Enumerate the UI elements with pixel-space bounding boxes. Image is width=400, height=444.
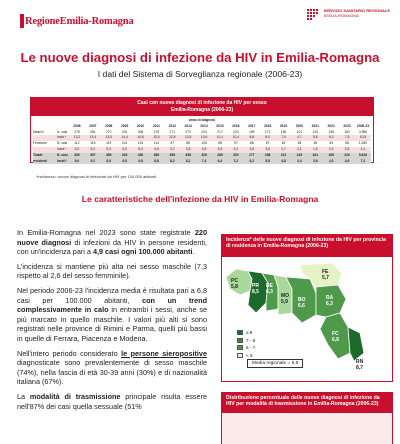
table-cell: 7,4	[201, 158, 207, 163]
table-cell: 2006	[73, 123, 81, 128]
table-cell: 2013	[184, 123, 192, 128]
legend-item	[237, 344, 255, 352]
table-cell: 217	[217, 129, 223, 134]
table-cell: 9,8	[138, 158, 143, 163]
ssr-logo	[306, 8, 390, 22]
table-cell: 10,4	[232, 135, 240, 140]
table-cell: 270	[185, 129, 191, 134]
table-cell: 3.986	[358, 129, 368, 134]
label-fe-code: FE	[322, 269, 329, 275]
cases-table-title: Casi con nuova diagnosi di infezione da HIV per sesso	[137, 100, 267, 106]
page-header	[0, 0, 400, 40]
regione-logo	[20, 14, 133, 28]
table-cell: 4,5	[201, 146, 207, 151]
table-cell: 278	[74, 129, 80, 134]
legend-item	[237, 329, 255, 337]
table-cell: 5,3	[106, 146, 112, 151]
table-cell: 2014	[200, 123, 208, 128]
cases-table-subtitle: Emilia-Romagna (2006-23)	[170, 106, 234, 113]
page-title: Le nuove diagnosi di infezione da HIV in Emilia-Romagna	[20, 50, 380, 65]
ssr-emblem-icon	[306, 8, 320, 22]
paragraph-2: L'incidenza si mantiene più alta nei sesso maschile (7,3 rispetto al 2,6 del sesso femminile).	[17, 261, 207, 281]
table-cell: 4,3	[328, 158, 334, 163]
legend-item	[237, 337, 255, 345]
row-metric: Incid.*	[57, 158, 67, 163]
legend-swatch	[237, 330, 243, 335]
table-cell: 285	[217, 152, 223, 157]
table-cell: 281	[90, 129, 96, 134]
ssr-line2: EMILIA-ROMAGNA	[323, 13, 359, 18]
table-cell: 4,8	[281, 158, 286, 163]
table-cell: 53	[329, 141, 334, 146]
label-pr-value: 8,5	[252, 289, 259, 295]
table-cell: 101	[296, 129, 303, 134]
table-cell: 2021	[311, 123, 319, 128]
row-group	[33, 159, 57, 165]
label-pc-value: 5,8	[231, 284, 238, 290]
table-cell: 12,8	[169, 135, 176, 140]
label-mo-value: 5,9	[281, 299, 288, 305]
table-cell: 87	[265, 141, 270, 146]
table-cell: 2,1	[297, 146, 302, 151]
map-legend	[237, 329, 255, 359]
table-cell: 13,0	[153, 135, 160, 140]
legend-label: 7 - 8	[246, 337, 256, 343]
table-cell: 2,3	[328, 146, 334, 151]
table-cell: 2022	[327, 123, 335, 128]
table-cell: 415	[121, 152, 128, 157]
table-cell: 105	[201, 141, 207, 146]
table-cell: 258	[264, 152, 271, 157]
table-cell: 320	[233, 152, 239, 157]
table-cell: 13,2	[73, 135, 81, 140]
table-cell: 390	[74, 152, 80, 157]
table-cell: 2008	[105, 123, 113, 128]
row-group: Maschi	[33, 129, 44, 134]
table-cell: 2007	[89, 123, 97, 128]
label-fc-value: 6,8	[332, 337, 339, 343]
label-bo-value: 6,6	[298, 303, 305, 309]
table-cell: 189	[328, 152, 334, 157]
province-pc	[226, 269, 252, 295]
table-cell: 9,0	[74, 158, 80, 163]
table-cell: 3,4	[297, 158, 302, 163]
table-cell: 430	[137, 152, 144, 157]
table-cell: 3,7	[169, 146, 175, 151]
label-re-code: RE	[266, 283, 273, 289]
table-cell: 358	[185, 152, 191, 157]
table-cell: 1,6	[313, 146, 318, 151]
table-cell: 4,2	[233, 146, 239, 151]
paragraph-3: Nel periodo 2006-23 l'incidenza media è risultata pari a 6,8 casi per 100.000 abitanti, con un trend complessivamente in calo in entrambi i sessi, anche se più marcato in quello maschile. I valori più alti si sono registrati nelle province di Rimini e Parma, quelli più bassi in quelle di Ferrara, Piacenza e Modena.	[17, 285, 208, 343]
legend-label: ≥ 8	[246, 330, 253, 336]
regione-logo-text: RegioneEmilia-Romagna	[25, 15, 134, 27]
table-cell: 58	[345, 141, 349, 146]
row-group: Femmine	[33, 141, 47, 146]
table-cell: 8,0	[265, 135, 270, 140]
table-cell: 189	[248, 129, 255, 134]
table-cell: 389	[153, 152, 160, 157]
table-cell: 4,9	[154, 146, 159, 151]
table-cell: 2023	[343, 123, 351, 128]
label-re-value: 6,3	[266, 289, 273, 295]
table-cell: 5,0	[74, 146, 80, 151]
table-cell: 389	[105, 152, 112, 157]
table-cell: 212	[280, 152, 287, 157]
cases-table-box	[30, 97, 374, 163]
table-cell: 2006-23	[356, 123, 370, 128]
table-cell: 2012	[168, 123, 176, 128]
table-cell: 114	[153, 141, 160, 146]
table-cell: 2011	[152, 123, 160, 128]
table-cell: 220	[344, 152, 350, 157]
table-cell: 7,2	[233, 158, 239, 163]
table-cell: 9,2	[90, 158, 96, 163]
transmission-body	[222, 413, 392, 444]
legend-swatch	[237, 353, 243, 358]
table-cell: 277	[248, 152, 255, 157]
province-rn	[348, 327, 364, 361]
table-cell: 88	[186, 141, 191, 146]
table-cell: 150	[280, 129, 287, 134]
table-cell: 171	[264, 129, 271, 134]
label-fe-value: 5,7	[322, 275, 329, 281]
table-cell: 13,0	[105, 135, 112, 140]
table-cell: 136	[328, 129, 334, 134]
table-cell: 62	[281, 141, 286, 146]
label-pc-code: PC	[231, 278, 238, 284]
table-cell: 306	[137, 129, 144, 134]
table-cell: 5.616	[358, 152, 368, 157]
table-cell: 6,3	[328, 135, 334, 140]
table-cell: 149	[296, 152, 303, 157]
row-metric: N. casi	[57, 152, 68, 157]
label-rn-code: RN	[356, 359, 364, 365]
table-cell: 4,7	[297, 135, 302, 140]
table-cell: 68	[218, 141, 222, 146]
table-cell: 114	[121, 141, 128, 146]
legend-swatch	[237, 338, 243, 343]
table-cell: 5,2	[90, 146, 96, 151]
table-cell: 2018	[263, 123, 272, 128]
table-cell: 97	[234, 141, 238, 146]
row-metric: N. casi	[57, 129, 68, 134]
legend-swatch	[237, 345, 243, 350]
section-title: Le caratteristiche dell'infezione da HIV in Emilia-Romagna	[81, 194, 319, 204]
table-cell: 5,8	[313, 135, 318, 140]
table-cell: 12,5	[184, 135, 192, 140]
transmission-box	[221, 392, 393, 444]
table-cell: 7,5	[344, 135, 350, 140]
table-footnote: *incidenza= nuove diagnosi di infezione da HIV per 100.000 abitanti	[36, 174, 156, 179]
ssr-logo-text	[324, 8, 390, 18]
table-cell: 6,4	[217, 158, 223, 163]
table-cell: 8,8	[154, 158, 159, 163]
table-total-incid-row	[33, 159, 371, 165]
table-cell: 275	[153, 129, 160, 134]
logo-bar-icon	[20, 14, 24, 28]
table-cell: 14,4	[121, 135, 128, 140]
table-cell: 88	[249, 141, 254, 146]
table-cell: 5,8	[265, 158, 270, 163]
table-cell: 2017	[248, 123, 256, 128]
table-cell: 4,1	[360, 146, 366, 151]
table-cell: 6,2	[249, 158, 255, 163]
table-cell: 8,2	[169, 158, 175, 163]
page-subtitle: I dati del Sistema di Sorveglianza regionale (2006-23)	[97, 69, 303, 79]
table-cell: 48	[297, 141, 302, 146]
row-metric: Incid.*	[57, 135, 67, 140]
table-cell: 223	[233, 129, 239, 134]
legend-label: 6 - 7	[246, 345, 256, 351]
paragraph-5: La modalità di trasmissione principale risulta essere nell'87% dei casi quella sessuale (51%	[17, 391, 207, 411]
table-cell: 161	[312, 152, 319, 157]
table-cell: 2020	[295, 123, 304, 128]
table-cell: 9,5	[122, 158, 127, 163]
table-cell: 124	[137, 141, 144, 146]
table-cell: 10,1	[216, 135, 224, 140]
table-cell: 14,6	[137, 135, 144, 140]
table-cell: 2009	[120, 123, 129, 128]
table-cell: 2019	[279, 123, 288, 128]
legend-label: < 6	[246, 352, 253, 358]
table-cell: 87	[170, 141, 175, 146]
table-cell: 2016	[232, 123, 240, 128]
table-cell: 271	[169, 129, 176, 134]
table-cell: 397	[90, 152, 96, 157]
label-rn-value: 8,7	[356, 365, 363, 371]
table-cell: 2,5	[344, 146, 350, 151]
table-cell: 7,2	[360, 158, 366, 163]
table-cell: 224	[201, 129, 207, 134]
table-cell: 8,1	[185, 158, 191, 163]
table-cell: 36	[313, 141, 318, 146]
table-cell: 3,8	[249, 146, 255, 151]
table-cell: 4,9	[344, 158, 350, 163]
table-cell: 112	[74, 141, 80, 146]
label-ra-code: RA	[326, 295, 334, 301]
label-pr-code: PR	[252, 283, 259, 289]
table-cell: 13,4	[89, 135, 97, 140]
regional-average: Media regionale = 6,8	[247, 359, 303, 368]
label-bo-code: BO	[298, 297, 306, 303]
cases-table	[33, 118, 371, 164]
table-cell: 7,0	[281, 135, 286, 140]
row-metric: N. casi	[57, 141, 68, 146]
row-metric: Incid.*	[57, 146, 67, 151]
year-group-label: anno di diagnosi	[188, 118, 216, 122]
body-text	[17, 228, 207, 416]
label-ra-value: 6,3	[326, 301, 333, 307]
paragraph-1: In Emilia-Romagna nel 2023 sono state registrate 220 nuove diagnosi di infezioni da HIV in persone residenti, con un'incidenza pari a 4,9 casi ogni 100.000 abitanti.	[17, 228, 207, 257]
table-cell: 301	[121, 129, 128, 134]
table-cell: 2010	[136, 123, 145, 128]
table-cell: 125	[312, 129, 319, 134]
map-header: Incidenza* delle nuove diagnosi di infezione da HIV per provincia di residenza in Emilia-Romagna (2006-23)	[222, 235, 392, 257]
table-cell: 270	[105, 129, 112, 134]
table-cell: 2,9	[217, 146, 223, 151]
table-cell: 119	[106, 141, 112, 146]
table-cell: 8,9	[106, 158, 112, 163]
label-mo-code: MO	[281, 293, 290, 299]
table-cell: 10,5	[359, 135, 367, 140]
incidence-map-box	[221, 234, 393, 382]
transmission-header: Distribuzione percentuale delle nuove diagnosi di infezione da HIV per modalità di trasmissione in Emilia-Romagna (2006-23)	[222, 393, 392, 413]
legend-item	[237, 352, 255, 360]
table-cell: 3,6	[313, 158, 318, 163]
table-cell: 2,7	[281, 146, 286, 151]
table-cell: 1.630	[358, 141, 368, 146]
paragraph-4: Nell'intero periodo considerato le persone sieropositive diagnosticate sono prevalentemente di sesso maschile (74%), nella fascia di età 30-39 anni (30%) e di nazionalità italiana (67%).	[17, 348, 207, 387]
table-cell: 116	[90, 141, 96, 146]
table-cell: 10,6	[200, 135, 208, 140]
label-fc-code: FC	[332, 331, 339, 337]
table-cell: 162	[344, 129, 350, 134]
table-cell: 8,8	[249, 135, 255, 140]
table-cell: 2015	[216, 123, 224, 128]
table-cell: 3,8	[185, 146, 191, 151]
table-cell: 3,8	[265, 146, 270, 151]
table-cell: 329	[201, 152, 207, 157]
table-cell: 358	[169, 152, 176, 157]
ssr-line1: SERVIZIO SANITARIO REGIONALE	[323, 8, 390, 13]
row-group: Totale residenti	[33, 152, 47, 163]
cases-table-header	[31, 98, 373, 116]
table-cell: 5,4	[138, 146, 143, 151]
table-cell: 5,0	[122, 146, 127, 151]
